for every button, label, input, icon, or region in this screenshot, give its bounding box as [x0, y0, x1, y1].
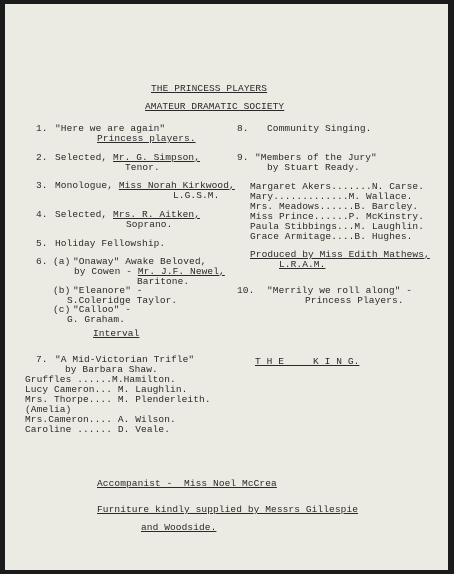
item-number: 4. — [36, 209, 48, 220]
item-composer-c: G. Graham. — [67, 314, 126, 325]
item-title-c: "Calloo" - — [73, 304, 132, 315]
item-role-a: Baritone. — [137, 276, 190, 287]
item-title-b: "Eleanore" - — [73, 285, 143, 296]
society-title: THE PRINCESS PLAYERS — [151, 83, 268, 94]
item-label-c: (c) — [53, 304, 71, 315]
item-prefix: Monologue, — [55, 180, 119, 191]
cast-line: Mrs. Meadows......B. Barcley. — [250, 201, 419, 212]
item-prefix: Selected, — [55, 209, 114, 220]
cast-line: Caroline ...... D. Veale. — [25, 424, 171, 435]
item-prefix: Selected, — [55, 152, 114, 163]
item-performer: Mrs. R. Aitken, — [113, 209, 201, 220]
cast-line: Gruffles ......M.Hamilton. — [25, 374, 176, 385]
item-title: "A Mid-Victorian Trifle" — [55, 354, 195, 365]
cast-line: Mrs.Cameron.... A. Wilson. — [25, 414, 176, 425]
item-composer-a: by Cowen - — [74, 266, 138, 277]
item-number: 3. — [36, 180, 48, 191]
cast-line: Mrs. Thorpe.... M. Plenderleith. — [25, 394, 211, 405]
item-author: by Stuart Ready. — [267, 162, 360, 173]
item-number: 7. — [36, 354, 48, 365]
item-title: Community Singing. — [267, 123, 372, 134]
item-label-b: (b) — [53, 285, 71, 296]
item-performer-a: Mr. J.F. Newel, — [137, 266, 225, 277]
item-number: 6. — [36, 256, 48, 267]
item-title: Holiday Fellowship. — [55, 238, 166, 249]
programme-page — [5, 4, 448, 570]
item-performer: Mr. G. Simpson, — [113, 152, 201, 163]
producer-credit: Produced by Miss Edith Mathews, — [250, 249, 430, 260]
item-role: Soprano. — [126, 219, 173, 230]
item-title: "Here we are again" — [55, 123, 166, 134]
producer-qualification: L.R.A.M. — [279, 259, 326, 270]
furniture-credit-continued: and Woodside. — [141, 522, 217, 533]
item-number: 2. — [36, 152, 48, 163]
society-subtitle: AMATEUR DRAMATIC SOCIETY — [145, 101, 285, 112]
item-performer: Princess players. — [97, 133, 196, 144]
cast-line: (Amelia) — [25, 404, 72, 415]
interval-heading: Interval — [93, 328, 140, 339]
item-role: L.G.S.M. — [173, 190, 220, 201]
furniture-credit: Furniture kindly supplied by Messrs Gillespie — [97, 504, 359, 515]
item-title-a: "Onaway" Awake Beloved, — [73, 256, 207, 267]
the-king: T H E K I N G. — [255, 356, 360, 367]
cast-line: Lucy Cameron... M. Laughlin. — [25, 384, 188, 395]
item-number: 9. — [237, 152, 249, 163]
cast-line: Grace Armitage....B. Hughes. — [250, 231, 413, 242]
item-number: 5. — [36, 238, 48, 249]
item-performer: Miss Norah Kirkwood, — [118, 180, 235, 191]
item-composer-b: S.Coleridge Taylor. — [67, 295, 178, 306]
cast-line: Miss Prince......P. McKinstry. — [250, 211, 425, 222]
item-number: 8. — [237, 123, 249, 134]
cast-line: Margaret Akers.......N. Carse. — [250, 181, 425, 192]
accompanist-credit: Accompanist - Miss Noel McCrea — [97, 478, 277, 489]
item-author: by Barbara Shaw. — [65, 364, 158, 375]
cast-line: Paula Stibbings...M. Laughlin. — [250, 221, 425, 232]
item-role: Tenor. — [125, 162, 160, 173]
item-performer: Princess Players. — [305, 295, 404, 306]
cast-line: Mary.............M. Wallace. — [250, 191, 413, 202]
item-number: 10. — [237, 285, 255, 296]
item-number: 1. — [36, 123, 48, 134]
item-label-a: (a) — [53, 256, 71, 267]
item-title: "Merrily we roll along" - — [267, 285, 413, 296]
item-title: "Members of the Jury" — [255, 152, 377, 163]
